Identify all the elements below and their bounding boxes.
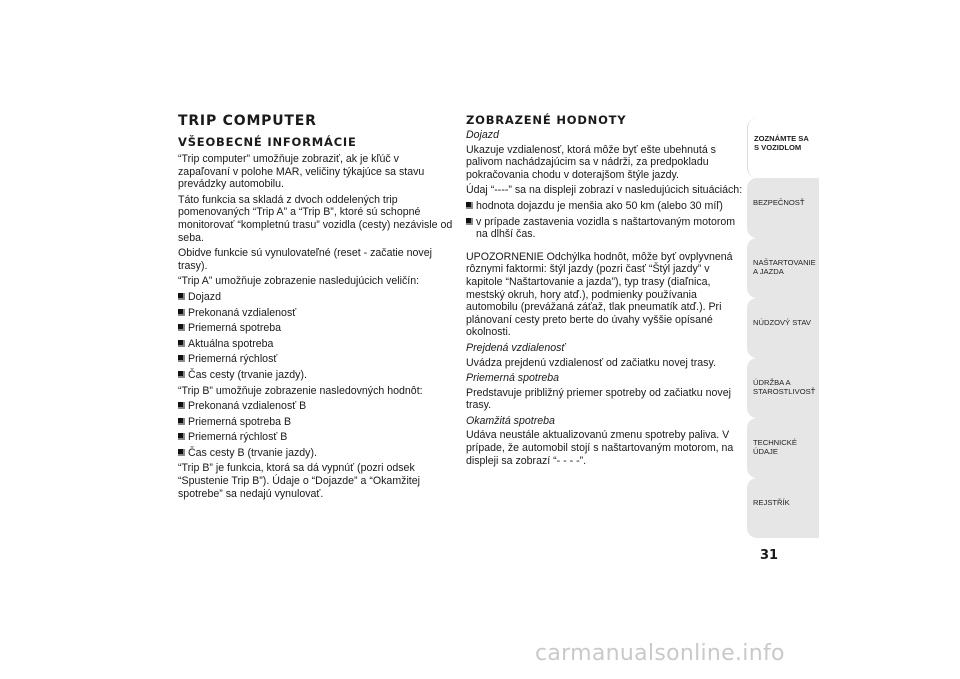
tab-zoznamte-sa[interactable]: ZOZNÁMTE SA S VOZIDLOM — [747, 118, 819, 178]
checkbox-bullet-icon — [178, 309, 185, 316]
list-item: Aktuálna spotreba — [178, 338, 453, 351]
paragraph: “Trip B” umožňuje zobrazenie nasledovných hodnôt: — [178, 384, 423, 397]
checkbox-bullet-icon — [178, 324, 185, 331]
paragraph: “Trip B” je funkcia, ktorá sa dá vypnúť (pozri odsek “Spustenie Trip B”). Údaje o “Dojazde” a “Okamžitej spotrebe” sa nedajú vynulovať. — [178, 462, 420, 500]
checkbox-bullet-icon — [178, 433, 185, 440]
tab-nastartovanie[interactable]: NAŠTARTOVANIE A JAZDA — [747, 238, 819, 298]
list-item: Čas cesty (trvanie jazdy). — [178, 369, 453, 382]
checkbox-bullet-icon — [466, 218, 473, 225]
list-item: Priemerná spotreba B — [178, 416, 453, 429]
list-item: Priemerná rýchlosť — [178, 353, 453, 366]
tab-rejstrik[interactable]: REJSTŘÍK — [747, 478, 819, 538]
checkbox-bullet-icon — [178, 449, 185, 456]
list-item: Dojazd — [178, 291, 453, 304]
checkbox-bullet-icon — [178, 293, 185, 300]
list-item: Čas cesty B (trvanie jazdy). — [178, 447, 453, 460]
right-column — [466, 113, 746, 470]
section-title: ZOBRAZENÉ HODNOTY — [466, 113, 627, 127]
list-item: Priemerná rýchlosť B — [178, 431, 453, 444]
section-title: TRIP COMPUTER — [178, 113, 317, 129]
watermark: carmanualsonline.info — [535, 641, 785, 666]
paragraph: Uvádza prejdenú vzdialenosť od začiatku novej trasy. — [466, 356, 716, 369]
section-subtitle: VŠEOBECNÉ INFORMÁCIE — [178, 135, 357, 149]
list-item: Prekonaná vzdialenosť — [178, 307, 453, 320]
checkbox-bullet-icon — [178, 355, 185, 362]
checkbox-bullet-icon — [178, 340, 185, 347]
left-column — [178, 113, 453, 503]
subheading-dojazd: Dojazd — [466, 129, 499, 141]
paragraph: “Trip computer” umožňuje zobraziť, ak je kľúč v zapaľovaní v polohe MAR, veličiny týkajúce sa stavu prevádzky automobilu. — [178, 153, 425, 191]
list-item: Prekonaná vzdialenosť B — [178, 400, 453, 413]
list-item: v prípade zastavenia vozidla s naštartovaným motorom na dlhší čas. — [466, 216, 746, 241]
paragraph: “Trip A” umožňuje zobrazenie nasledujúcich veličín: — [178, 275, 420, 288]
subheading-priemerna: Priemerná spotreba — [466, 372, 560, 385]
subheading-prejdena: Prejdená vzdialenosť — [466, 341, 566, 354]
tab-udrzba[interactable]: ÚDRŽBA A STAROSTLIVOSŤ — [747, 358, 819, 418]
tab-bezpecnost[interactable]: BEZPEČNOSŤ — [747, 178, 819, 238]
tab-technicke-udaje[interactable]: TECHNICKÉ ÚDAJE — [747, 418, 819, 478]
tab-nudzovy-stav[interactable]: NÚDZOVÝ STAV — [747, 298, 819, 358]
checkbox-bullet-icon — [178, 402, 185, 409]
paragraph: Táto funkcia sa skladá z dvoch oddelených trip pomenovaných “Trip A” a “Trip B”, ktoré sú schopné monitorovať “kompletnú trasu” vozidla (cesty) nezávisle od seba. — [178, 193, 453, 244]
paragraph: Udáva neustále aktualizovanú zmenu spotreby paliva. V prípade, že automobil stojí s naštartovaným motorom, na displeji sa zobrazí “- - - -”. — [466, 429, 734, 467]
paragraph: Obidve funkcie sú vynulovateľné (reset - začatie novej trasy). — [178, 247, 432, 272]
paragraph: Ukazuje vzdialenosť, ktorá môže byť ešte ubehnutá s palivom nachádzajúcim sa v nádrži, za predpokladu pokračovania chodu v doterajšom štýle jazdy. — [466, 143, 716, 181]
list-item: hodnota dojazdu je menšia ako 50 km (alebo 30 míľ) — [466, 200, 746, 213]
page-number: 31 — [760, 548, 779, 563]
warning-paragraph: UPOZORNENIE Odchýlka hodnôt, môže byť ovplyvnená rôznymi faktormi: štýl jazdy (pozri časť “Štýl jazdy” v kapitole “Naštartovanie a jazda”), typ trasy (diaľnica, mestský okruh, hory atď.), podmienky používania automobilu (prevážaná záťaž, tlak pneumatík atď.). Pri plánovaní cesty preto berte do úvahy vyššie opísané okolnosti. — [466, 250, 733, 339]
checkbox-bullet-icon — [178, 371, 185, 378]
paragraph: Údaj “----” sa na displeji zobrazí v nasledujúcich situáciách: — [466, 184, 743, 197]
paragraph: Predstavuje približný priemer spotreby od začiatku novej trasy. — [466, 386, 731, 412]
checkbox-bullet-icon — [466, 202, 473, 209]
list-item: Priemerná spotreba — [178, 322, 453, 335]
subheading-okamzita: Okamžitá spotreba — [466, 414, 555, 427]
checkbox-bullet-icon — [178, 418, 185, 425]
